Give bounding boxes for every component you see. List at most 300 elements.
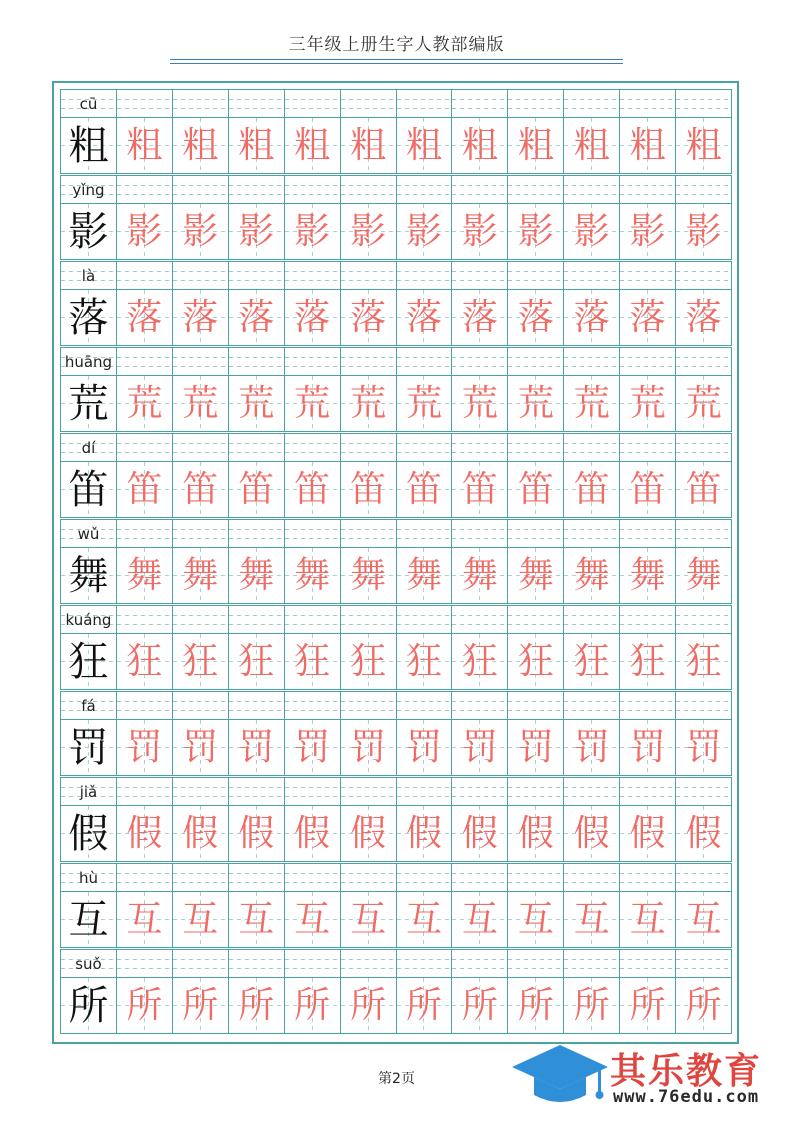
pinyin-blank-cell	[396, 347, 453, 376]
trace-char-cell	[507, 203, 564, 260]
trace-character: 所	[182, 984, 219, 1026]
trace-character: 所	[405, 984, 442, 1026]
trace-char-cell	[451, 633, 508, 690]
char-row	[60, 261, 731, 347]
pinyin-blank-cell	[116, 777, 173, 806]
pinyin-blank-cell	[563, 605, 620, 634]
trace-char-cell	[675, 633, 732, 690]
pinyin-blank-cell	[563, 261, 620, 290]
trace-char-cell	[340, 719, 397, 776]
pinyin-blank-cell	[228, 863, 285, 892]
trace-char-cell	[563, 289, 620, 346]
trace-char-cell	[563, 461, 620, 518]
trace-character: 所	[461, 984, 498, 1026]
char-row	[60, 949, 731, 1035]
trace-char-cell	[507, 633, 564, 690]
trace-char-cell	[116, 203, 173, 260]
pinyin-blank-cell	[396, 949, 453, 978]
pinyin-label: cū	[79, 95, 98, 113]
brand-logo	[510, 1043, 790, 1113]
trace-character: 狂	[573, 640, 610, 682]
title-underline-bottom	[170, 63, 623, 64]
pinyin-blank-cell	[340, 691, 397, 720]
model-character: 粗	[68, 122, 109, 169]
trace-char-cell	[507, 289, 564, 346]
trace-char-cell	[228, 289, 285, 346]
character-band	[60, 376, 731, 433]
trace-char-cell	[172, 547, 229, 604]
trace-character: 粗	[126, 124, 163, 166]
pinyin-blank-cell	[451, 519, 508, 548]
pinyin-blank-cell	[507, 89, 564, 118]
model-character: 荒	[68, 380, 109, 427]
trace-character: 粗	[517, 124, 554, 166]
trace-character: 狂	[238, 640, 275, 682]
pinyin-blank-cell	[507, 175, 564, 204]
trace-char-cell	[619, 891, 676, 948]
trace-char-cell	[675, 977, 732, 1034]
char-row	[60, 347, 731, 433]
pinyin-blank-cell	[228, 519, 285, 548]
model-character: 互	[68, 896, 109, 943]
pinyin-blank-cell	[116, 89, 173, 118]
trace-char-cell	[228, 977, 285, 1034]
pinyin-blank-cell	[396, 863, 453, 892]
pinyin-blank-cell	[340, 949, 397, 978]
trace-char-cell	[451, 805, 508, 862]
trace-char-cell	[172, 633, 229, 690]
trace-character: 影	[629, 210, 666, 252]
model-char-cell	[60, 547, 117, 604]
trace-character: 粗	[405, 124, 442, 166]
pinyin-blank-cell	[172, 691, 229, 720]
pinyin-blank-cell	[563, 949, 620, 978]
trace-character: 影	[405, 210, 442, 252]
trace-char-cell	[228, 117, 285, 174]
trace-character: 互	[629, 898, 666, 940]
trace-character: 荒	[405, 382, 442, 424]
trace-char-cell	[619, 203, 676, 260]
pinyin-blank-cell	[507, 949, 564, 978]
trace-character: 罚	[517, 726, 554, 768]
trace-character: 笛	[126, 468, 163, 510]
trace-char-cell	[396, 633, 453, 690]
trace-character: 罚	[573, 726, 610, 768]
trace-char-cell	[675, 203, 732, 260]
trace-character: 影	[517, 210, 554, 252]
trace-character: 落	[405, 296, 442, 338]
pinyin-blank-cell	[563, 691, 620, 720]
trace-char-cell	[284, 805, 341, 862]
pinyin-band	[60, 175, 731, 204]
pinyin-blank-cell	[451, 261, 508, 290]
pinyin-blank-cell	[172, 949, 229, 978]
pinyin-blank-cell	[451, 691, 508, 720]
trace-char-cell	[284, 633, 341, 690]
pinyin-cell	[60, 691, 117, 720]
trace-character: 笛	[294, 468, 331, 510]
trace-character: 所	[517, 984, 554, 1026]
trace-char-cell	[284, 719, 341, 776]
trace-character: 舞	[182, 554, 219, 596]
pinyin-blank-cell	[619, 519, 676, 548]
trace-character: 笛	[461, 468, 498, 510]
pinyin-blank-cell	[228, 175, 285, 204]
pinyin-blank-cell	[340, 605, 397, 634]
trace-character: 落	[685, 296, 722, 338]
trace-character: 落	[629, 296, 666, 338]
pinyin-blank-cell	[116, 175, 173, 204]
trace-character: 罚	[461, 726, 498, 768]
pinyin-blank-cell	[116, 691, 173, 720]
char-row	[60, 519, 731, 605]
trace-character: 舞	[461, 554, 498, 596]
pinyin-blank-cell	[116, 347, 173, 376]
character-band	[60, 290, 731, 347]
trace-character: 假	[685, 812, 722, 854]
trace-character: 狂	[182, 640, 219, 682]
pinyin-blank-cell	[563, 777, 620, 806]
model-character: 舞	[68, 552, 109, 599]
pinyin-blank-cell	[116, 863, 173, 892]
trace-char-cell	[507, 805, 564, 862]
trace-character: 狂	[629, 640, 666, 682]
trace-character: 粗	[238, 124, 275, 166]
character-band	[60, 204, 731, 261]
trace-character: 笛	[238, 468, 275, 510]
pinyin-label: wǔ	[77, 525, 100, 543]
trace-char-cell	[228, 719, 285, 776]
pinyin-cell	[60, 433, 117, 462]
trace-character: 所	[126, 984, 163, 1026]
trace-character: 互	[182, 898, 219, 940]
trace-char-cell	[172, 289, 229, 346]
model-char-cell	[60, 891, 117, 948]
pinyin-blank-cell	[563, 519, 620, 548]
trace-character: 荒	[517, 382, 554, 424]
trace-character: 假	[294, 812, 331, 854]
trace-char-cell	[284, 117, 341, 174]
pinyin-band	[60, 89, 731, 118]
pinyin-blank-cell	[451, 89, 508, 118]
trace-character: 笛	[573, 468, 610, 510]
trace-char-cell	[563, 891, 620, 948]
pinyin-blank-cell	[396, 433, 453, 462]
trace-char-cell	[340, 117, 397, 174]
trace-char-cell	[116, 547, 173, 604]
trace-char-cell	[396, 461, 453, 518]
trace-char-cell	[396, 117, 453, 174]
model-char-cell	[60, 977, 117, 1034]
pinyin-cell	[60, 777, 117, 806]
trace-char-cell	[451, 547, 508, 604]
trace-character: 互	[461, 898, 498, 940]
trace-char-cell	[675, 117, 732, 174]
trace-char-cell	[619, 633, 676, 690]
trace-character: 假	[629, 812, 666, 854]
trace-char-cell	[172, 117, 229, 174]
pinyin-blank-cell	[396, 261, 453, 290]
pinyin-blank-cell	[675, 949, 732, 978]
pinyin-blank-cell	[340, 175, 397, 204]
pinyin-band	[60, 605, 731, 634]
character-band	[60, 548, 731, 605]
trace-character: 互	[517, 898, 554, 940]
pinyin-blank-cell	[619, 347, 676, 376]
trace-char-cell	[116, 461, 173, 518]
trace-char-cell	[619, 805, 676, 862]
pinyin-blank-cell	[563, 175, 620, 204]
pinyin-blank-cell	[619, 433, 676, 462]
pinyin-blank-cell	[619, 777, 676, 806]
brand-url: www.76edu.com	[613, 1087, 760, 1107]
trace-char-cell	[619, 289, 676, 346]
pinyin-blank-cell	[116, 949, 173, 978]
pinyin-blank-cell	[619, 89, 676, 118]
model-character: 罚	[68, 724, 109, 771]
pinyin-blank-cell	[284, 433, 341, 462]
trace-character: 荒	[182, 382, 219, 424]
trace-char-cell	[451, 117, 508, 174]
pinyin-label: là	[81, 267, 96, 285]
model-character: 所	[68, 982, 109, 1029]
trace-char-cell	[116, 891, 173, 948]
trace-char-cell	[228, 891, 285, 948]
model-character: 影	[68, 208, 109, 255]
trace-character: 粗	[350, 124, 387, 166]
trace-char-cell	[228, 461, 285, 518]
trace-character: 粗	[182, 124, 219, 166]
char-row	[60, 433, 731, 519]
pinyin-blank-cell	[284, 777, 341, 806]
pinyin-band	[60, 519, 731, 548]
trace-character: 粗	[629, 124, 666, 166]
pinyin-blank-cell	[228, 261, 285, 290]
pinyin-blank-cell	[284, 175, 341, 204]
trace-char-cell	[563, 719, 620, 776]
pinyin-blank-cell	[619, 691, 676, 720]
trace-character: 狂	[350, 640, 387, 682]
trace-char-cell	[675, 891, 732, 948]
trace-character: 假	[405, 812, 442, 854]
trace-character: 落	[350, 296, 387, 338]
pinyin-band	[60, 433, 731, 462]
trace-character: 互	[350, 898, 387, 940]
trace-char-cell	[396, 719, 453, 776]
trace-char-cell	[619, 547, 676, 604]
pinyin-blank-cell	[451, 605, 508, 634]
trace-character: 狂	[461, 640, 498, 682]
trace-char-cell	[284, 461, 341, 518]
trace-character: 粗	[294, 124, 331, 166]
trace-char-cell	[284, 977, 341, 1034]
pinyin-blank-cell	[228, 949, 285, 978]
trace-character: 假	[126, 812, 163, 854]
trace-character: 荒	[294, 382, 331, 424]
trace-character: 笛	[517, 468, 554, 510]
pinyin-blank-cell	[172, 175, 229, 204]
model-character: 笛	[68, 466, 109, 513]
pinyin-band	[60, 261, 731, 290]
pinyin-blank-cell	[507, 347, 564, 376]
pinyin-blank-cell	[340, 519, 397, 548]
trace-char-cell	[116, 633, 173, 690]
trace-character: 笛	[629, 468, 666, 510]
trace-char-cell	[619, 977, 676, 1034]
trace-char-cell	[396, 805, 453, 862]
trace-char-cell	[172, 203, 229, 260]
trace-character: 荒	[238, 382, 275, 424]
trace-char-cell	[619, 719, 676, 776]
trace-char-cell	[507, 117, 564, 174]
trace-character: 罚	[685, 726, 722, 768]
trace-char-cell	[284, 375, 341, 432]
trace-char-cell	[396, 289, 453, 346]
pinyin-blank-cell	[675, 347, 732, 376]
trace-char-cell	[116, 375, 173, 432]
pinyin-blank-cell	[675, 519, 732, 548]
trace-char-cell	[284, 289, 341, 346]
character-band	[60, 806, 731, 863]
trace-char-cell	[675, 289, 732, 346]
model-char-cell	[60, 203, 117, 260]
pinyin-blank-cell	[284, 519, 341, 548]
trace-char-cell	[340, 289, 397, 346]
trace-character: 互	[685, 898, 722, 940]
trace-character: 粗	[573, 124, 610, 166]
trace-character: 影	[238, 210, 275, 252]
trace-character: 舞	[294, 554, 331, 596]
pinyin-label: huāng	[64, 353, 113, 371]
char-row	[60, 691, 731, 777]
pinyin-blank-cell	[172, 519, 229, 548]
trace-character: 互	[405, 898, 442, 940]
page-title: 三年级上册生字人教部编版	[288, 35, 505, 55]
pinyin-blank-cell	[172, 605, 229, 634]
trace-character: 罚	[126, 726, 163, 768]
trace-character: 影	[685, 210, 722, 252]
pinyin-blank-cell	[116, 605, 173, 634]
pinyin-blank-cell	[619, 175, 676, 204]
trace-character: 罚	[238, 726, 275, 768]
pinyin-blank-cell	[396, 605, 453, 634]
pinyin-blank-cell	[284, 691, 341, 720]
trace-character: 罚	[182, 726, 219, 768]
trace-char-cell	[451, 891, 508, 948]
character-band	[60, 634, 731, 691]
trace-char-cell	[451, 977, 508, 1034]
pinyin-blank-cell	[172, 347, 229, 376]
trace-char-cell	[507, 461, 564, 518]
pinyin-blank-cell	[396, 777, 453, 806]
trace-character: 落	[126, 296, 163, 338]
pinyin-blank-cell	[116, 433, 173, 462]
trace-char-cell	[563, 375, 620, 432]
trace-character: 舞	[350, 554, 387, 596]
trace-character: 假	[517, 812, 554, 854]
trace-char-cell	[116, 117, 173, 174]
model-char-cell	[60, 117, 117, 174]
pinyin-blank-cell	[451, 863, 508, 892]
trace-char-cell	[172, 461, 229, 518]
trace-char-cell	[675, 461, 732, 518]
trace-char-cell	[507, 719, 564, 776]
pinyin-blank-cell	[563, 89, 620, 118]
pinyin-blank-cell	[675, 863, 732, 892]
trace-character: 落	[238, 296, 275, 338]
trace-character: 舞	[517, 554, 554, 596]
trace-char-cell	[396, 203, 453, 260]
pinyin-label: fá	[81, 697, 96, 715]
trace-character: 罚	[629, 726, 666, 768]
pinyin-cell	[60, 605, 117, 634]
pinyin-blank-cell	[284, 347, 341, 376]
pinyin-blank-cell	[228, 433, 285, 462]
pinyin-blank-cell	[619, 863, 676, 892]
pinyin-band	[60, 347, 731, 376]
pinyin-band	[60, 691, 731, 720]
pinyin-blank-cell	[340, 89, 397, 118]
trace-character: 互	[238, 898, 275, 940]
trace-char-cell	[228, 375, 285, 432]
trace-character: 互	[126, 898, 163, 940]
trace-char-cell	[396, 547, 453, 604]
trace-char-cell	[116, 289, 173, 346]
trace-char-cell	[116, 977, 173, 1034]
trace-character: 所	[573, 984, 610, 1026]
graduation-cap-icon	[510, 1043, 610, 1111]
model-char-cell	[60, 719, 117, 776]
trace-char-cell	[563, 805, 620, 862]
trace-char-cell	[340, 891, 397, 948]
trace-character: 假	[573, 812, 610, 854]
trace-character: 笛	[350, 468, 387, 510]
pinyin-blank-cell	[619, 949, 676, 978]
model-character: 假	[68, 810, 109, 857]
pinyin-blank-cell	[284, 863, 341, 892]
pinyin-blank-cell	[675, 433, 732, 462]
pinyin-blank-cell	[451, 433, 508, 462]
model-char-cell	[60, 375, 117, 432]
trace-character: 所	[238, 984, 275, 1026]
pinyin-blank-cell	[563, 347, 620, 376]
model-char-cell	[60, 805, 117, 862]
pinyin-band	[60, 949, 731, 978]
trace-char-cell	[451, 461, 508, 518]
pinyin-blank-cell	[563, 433, 620, 462]
trace-char-cell	[507, 891, 564, 948]
trace-char-cell	[340, 805, 397, 862]
trace-character: 落	[517, 296, 554, 338]
trace-character: 落	[294, 296, 331, 338]
trace-char-cell	[172, 719, 229, 776]
trace-char-cell	[563, 633, 620, 690]
trace-character: 落	[573, 296, 610, 338]
trace-char-cell	[675, 719, 732, 776]
trace-character: 所	[629, 984, 666, 1026]
pinyin-blank-cell	[228, 777, 285, 806]
trace-character: 狂	[685, 640, 722, 682]
trace-character: 罚	[405, 726, 442, 768]
pinyin-label: hù	[78, 869, 98, 887]
pinyin-blank-cell	[451, 777, 508, 806]
pinyin-blank-cell	[675, 777, 732, 806]
trace-char-cell	[228, 633, 285, 690]
trace-character: 假	[350, 812, 387, 854]
trace-char-cell	[116, 805, 173, 862]
trace-character: 舞	[629, 554, 666, 596]
trace-character: 荒	[573, 382, 610, 424]
